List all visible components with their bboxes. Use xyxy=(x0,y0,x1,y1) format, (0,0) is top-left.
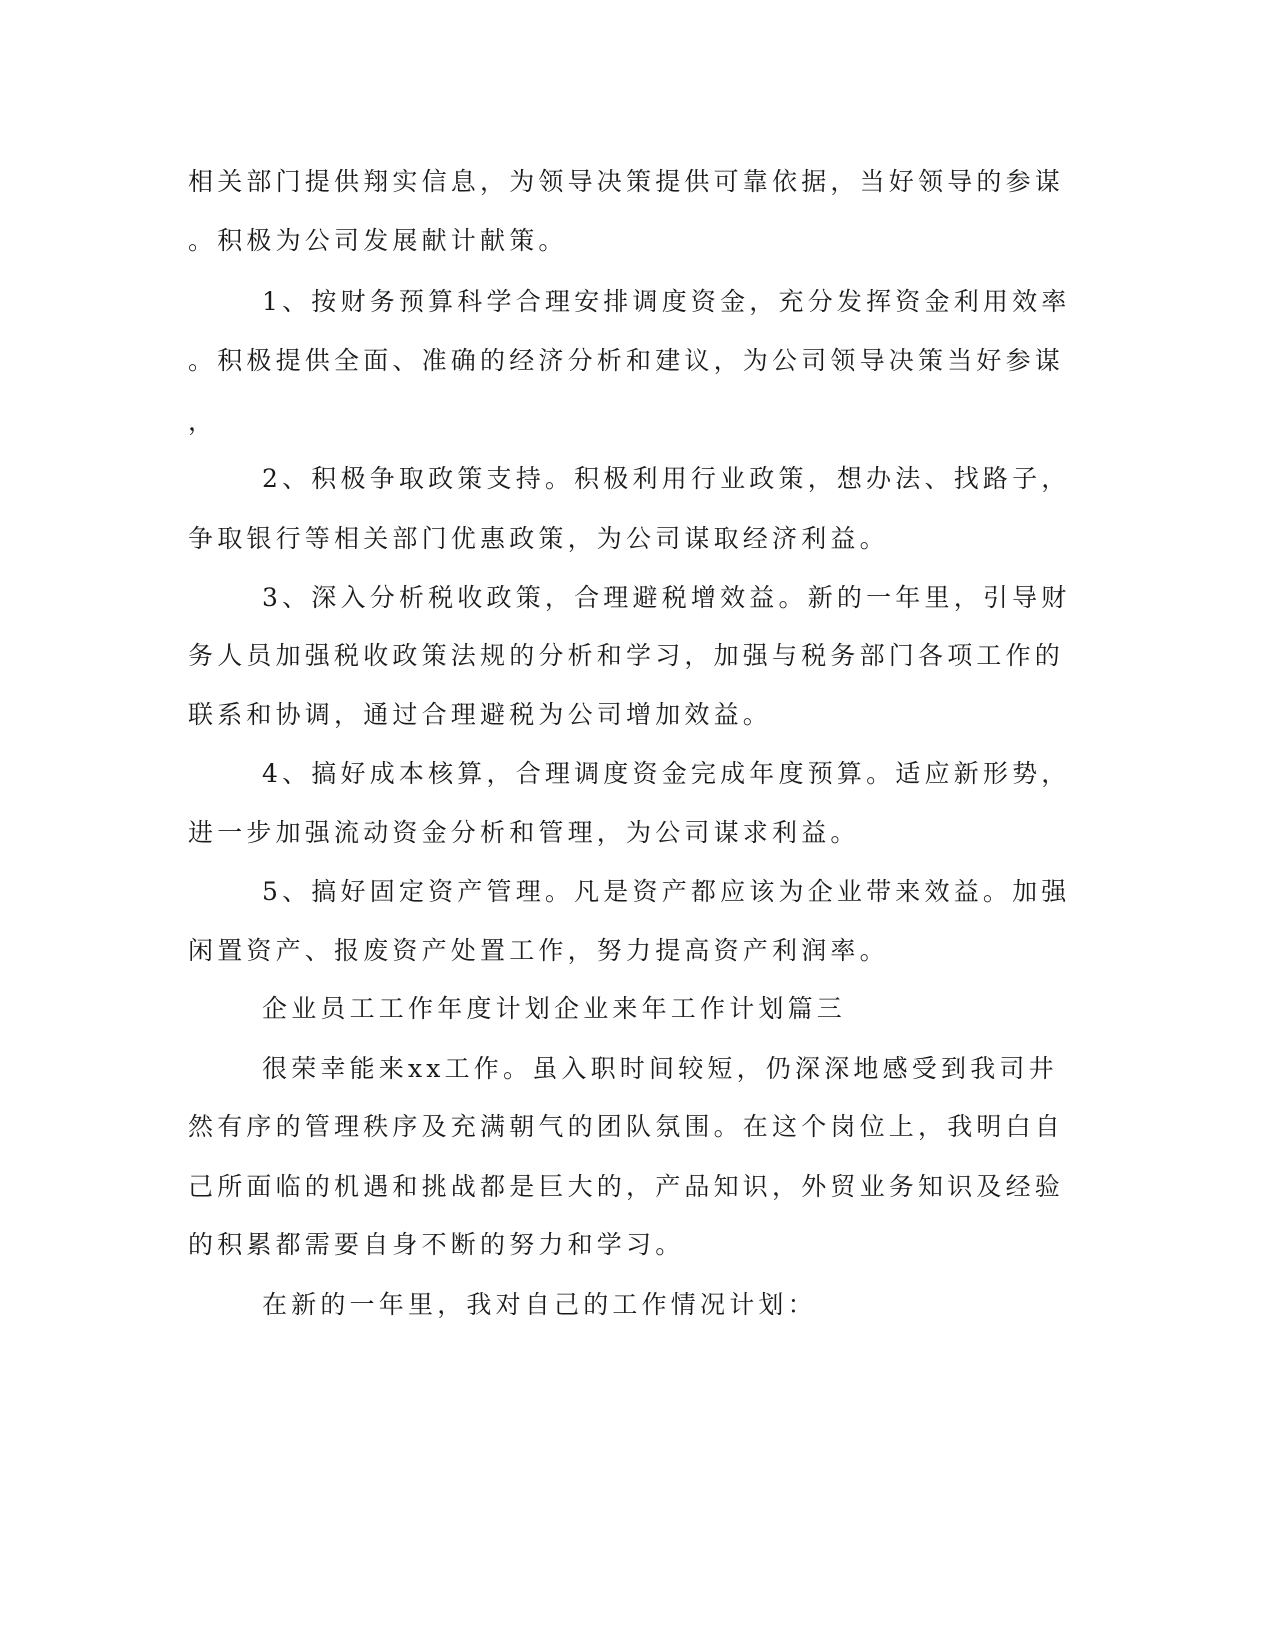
text-line: 5、搞好固定资产管理。凡是资产都应该为企业带来效益。加强 xyxy=(262,877,1071,906)
text-line: 的积累都需要自身不断的努力和学习。 xyxy=(188,1230,685,1259)
text-line: 3、深入分析税收政策，合理避税增效益。新的一年里，引导财 xyxy=(262,583,1071,612)
text-line: 。积极为公司发展献计献策。 xyxy=(188,226,568,255)
text-line: 务人员加强税收政策法规的分析和学习，加强与税务部门各项工作的 xyxy=(188,641,1065,670)
text-line: 2、积极争取政策支持。积极利用行业政策，想办法、找路子， xyxy=(262,464,1071,493)
text-line: 相关部门提供翔实信息，为领导决策提供可靠依据，当好领导的参谋 xyxy=(188,167,1065,196)
text-line: 己所面临的机遇和挑战都是巨大的，产品知识，外贸业务知识及经验 xyxy=(188,1172,1065,1201)
text-line: 进一步加强流动资金分析和管理，为公司谋求利益。 xyxy=(188,818,860,847)
section-heading: 企业员工工作年度计划企业来年工作计划篇三 xyxy=(262,994,847,1023)
text-line: 联系和协调，通过合理避税为公司增加效益。 xyxy=(188,700,773,729)
text-line: 闲置资产、报废资产处置工作，努力提高资产利润率。 xyxy=(188,936,889,965)
text-line: 。积极提供全面、准确的经济分析和建议，为公司领导决策当好参谋 xyxy=(188,346,1065,375)
text-line: 1、按财务预算科学合理安排调度资金，充分发挥资金利用效率 xyxy=(262,287,1071,316)
text-line: 在新的一年里，我对自己的工作情况计划： xyxy=(262,1290,817,1319)
text-line: 4、搞好成本核算，合理调度资金完成年度预算。适应新形势， xyxy=(262,759,1071,788)
text-line: ， xyxy=(188,407,218,436)
text-line: 很荣幸能来xx工作。虽入职时间较短，仍深深地感受到我司井 xyxy=(262,1054,1058,1083)
text-line: 争取银行等相关部门优惠政策，为公司谋取经济利益。 xyxy=(188,524,889,553)
text-line: 然有序的管理秩序及充满朝气的团队氛围。在这个岗位上，我明白自 xyxy=(188,1112,1065,1141)
